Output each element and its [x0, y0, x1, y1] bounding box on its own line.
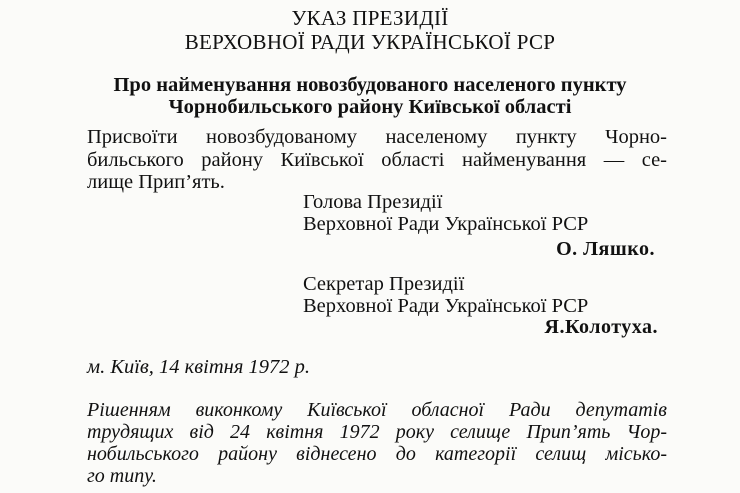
secretary-name: Я.Колотуха. [544, 316, 658, 338]
footnote-line4: го типу. [87, 465, 157, 487]
footnote-line3: нобильського району віднесено до категорії селищ місько- [87, 443, 667, 465]
chairman-name: О. Ляшко. [556, 238, 655, 260]
footnote-line2: трудящих від 24 квітня 1972 року селище Прип’ять Чор- [87, 421, 667, 443]
secretary-title-line1: Секретар Президії [303, 273, 465, 295]
decree-subject-line1: Про найменування новозбудованого населеного пункту [113, 74, 627, 96]
chairman-title-line1: Голова Президії [303, 191, 443, 213]
decree-body-line3: лище Прип’ять. [87, 171, 225, 193]
chairman-title-line2: Верховної Ради Української РСР [303, 213, 589, 235]
decree-title-line2: ВЕРХОВНОЇ РАДИ УКРАЇНСЬКОЇ РСР [184, 30, 556, 54]
place-and-date: м. Київ, 14 квітня 1972 р. [87, 356, 310, 378]
signature-block-chairman [303, 191, 663, 235]
footnote [87, 399, 667, 487]
footnote-line1: Рішенням виконкому Київської обласної Ради депутатів [87, 399, 667, 421]
decree-body-line1: Присвоїти новозбудованому населеному пункту Чорно- [87, 126, 667, 148]
signature-block-secretary [303, 273, 663, 317]
decree-body-line2: бильського району Київської області найменування — се- [87, 148, 667, 171]
secretary-title-line2: Верховної Ради Української РСР [303, 295, 589, 317]
decree-body [87, 126, 667, 194]
decree-title-line1: УКАЗ ПРЕЗИДІЇ [291, 6, 449, 30]
decree-subject-line2: Чорнобильського району Київської області [168, 96, 572, 118]
